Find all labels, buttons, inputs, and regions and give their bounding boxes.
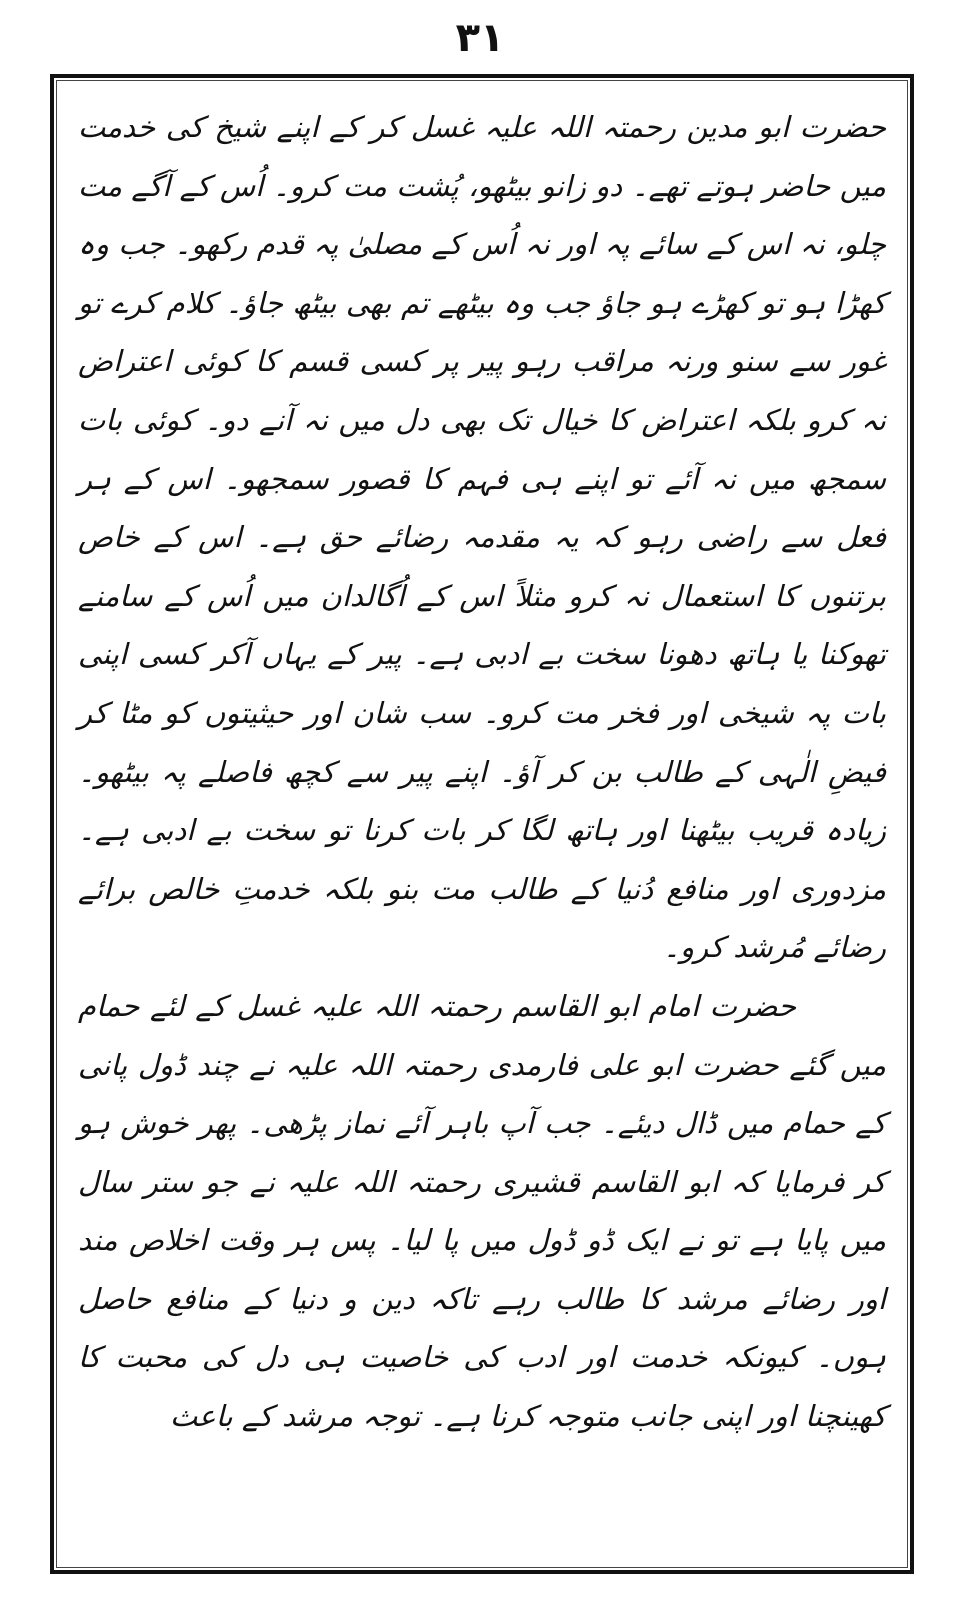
paragraph-1: حضرت ابو مدین رحمتہ اللہ علیہ غسل کر کے اپنے شیخ کی خدمت میں حاضر ہوتے تھے۔ دو زانو بیٹھو، پُشت مت کرو۔ اُس کے آگے مت چلو، نہ اس کے سائے پہ اور نہ اُس کے مصلیٰ پہ قدم رکھو۔ جب وہ کھڑا ہو تو کھڑے ہو جاؤ جب وہ بیٹھے تم بھی بیٹھ جاؤ۔ کلام کرے تو غور سے سنو ورنہ مراقب رہو پیر پر کسی قسم کا کوئی اعتراض نہ کرو بلکہ اعتراض کا خیال تک بھی دل میں نہ آنے دو۔ کوئی بات سمجھ میں نہ آئے تو اپنے ہی فہم کا قصور سمجھو۔ اس کے ہر فعل سے راضی رہو کہ یہ مقدمہ رضائے حق ہے۔ اس کے خاص برتنوں کا استعمال نہ کرو مثلاً اس کے اُگالدان میں اُس کے سامنے تھوکنا یا ہاتھ دھونا سخت بے ادبی ہے۔ پیر کے یہاں آکر کسی اپنی بات پہ شیخی اور فخر مت کرو۔ سب شان اور حیثیتوں کو مٹا کر فیضِ الٰہی کے طالب بن کر آؤ۔ اپنے پیر سے کچھ فاصلے پہ بیٹھو۔ زیادہ قریب بیٹھنا اور ہاتھ لگا کر بات کرنا تو سخت بے ادبی ہے۔ مزدوری اور منافع دُنیا کے طالب مت بنو بلکہ خدمتِ خالص برائے رضائے مُرشد کرو۔ [78, 110, 886, 965]
page-border-frame [50, 74, 914, 1574]
paragraph-2: حضرت امام ابو القاسم رحمتہ اللہ علیہ غسل کے لئے حمام میں گئے حضرت ابو علی فارمدی رحمتہ اللہ علیہ نے چند ڈول پانی کے حمام میں ڈال دیئے۔ جب آپ باہر آئے نماز پڑھی۔ پھر خوش ہو کر فرمایا کہ ابو القاسم قشیری رحمتہ اللہ علیہ نے جو ستر سال میں پایا ہے تو نے ایک ڈو ڈول میں پا لیا۔ پس ہر وقت اخلاص مند اور رضائے مرشد کا طالب رہے تاکہ دین و دنیا کے منافع حاصل ہوں۔ کیونکہ خدمت اور ادب کی خاصیت ہی دل کی محبت کا کھینچنا اور اپنی جانب متوجہ کرنا ہے۔ توجہ مرشد کے باعث [78, 988, 886, 1434]
page-number: ۳۱ [455, 15, 505, 61]
main-text-block [78, 98, 886, 1446]
